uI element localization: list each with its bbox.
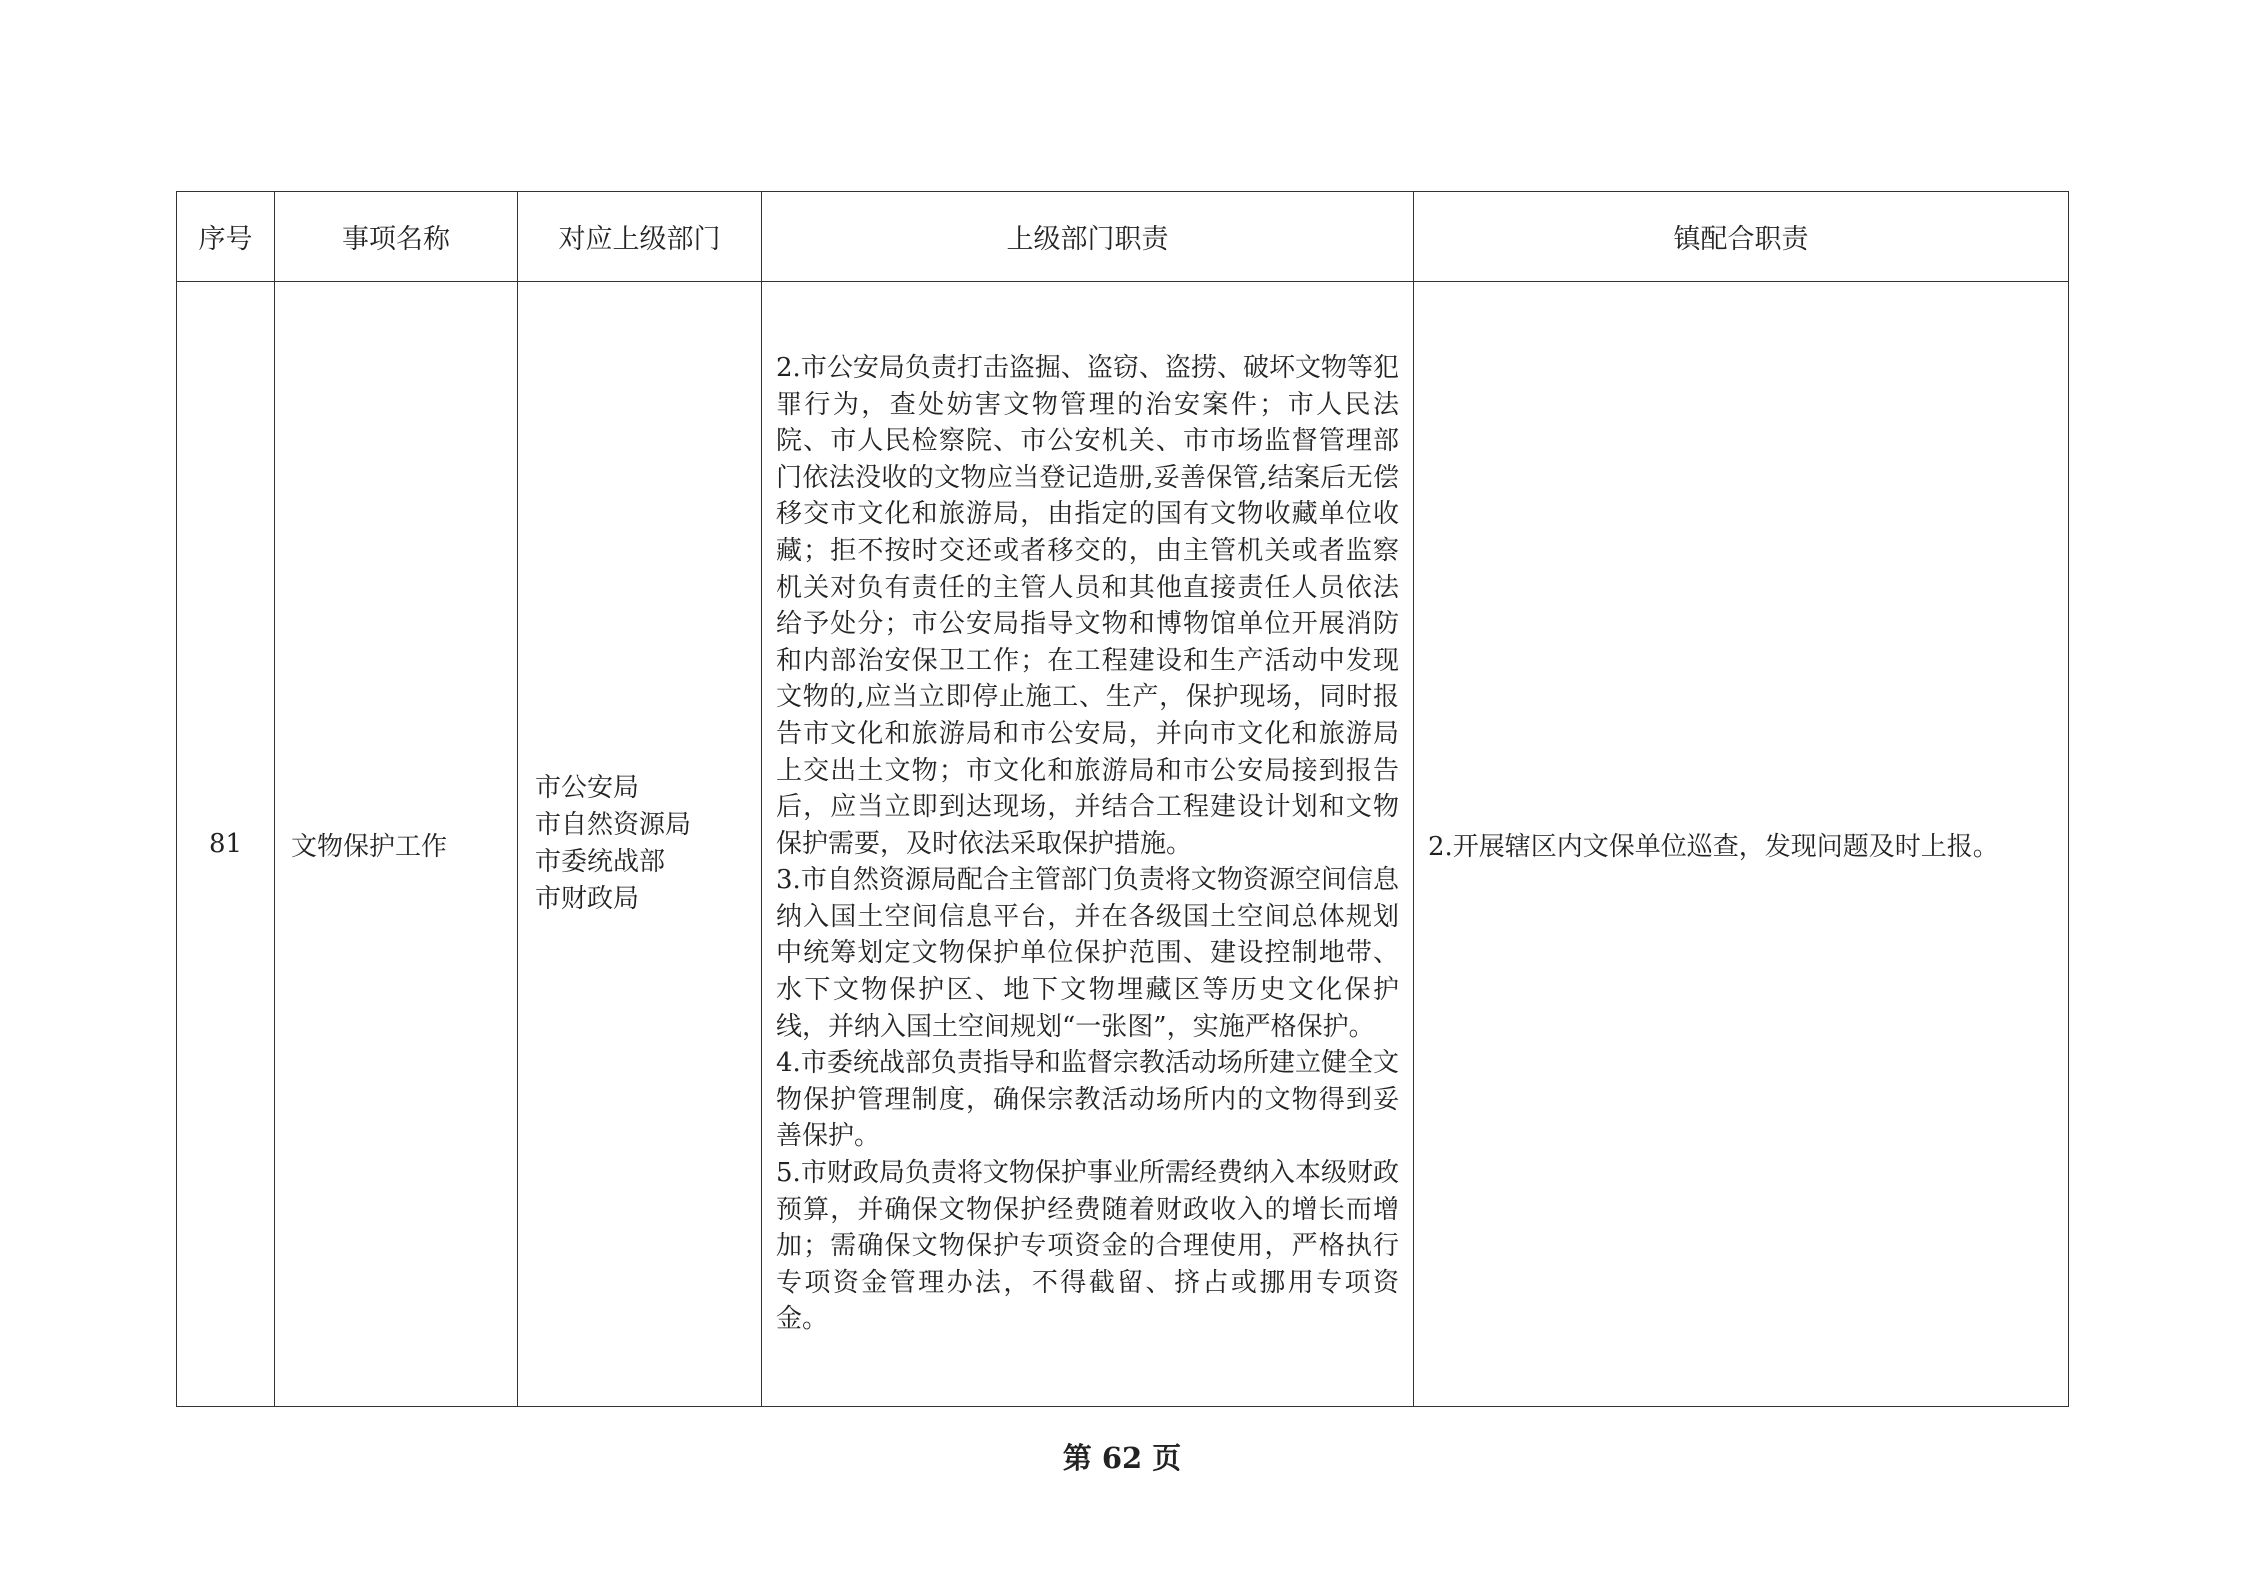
page-number: 第 62 页 xyxy=(1062,1441,1182,1475)
row-item-name: 文物保护工作 xyxy=(275,282,518,1407)
dept-item: 市自然资源局 xyxy=(535,810,692,840)
duty-paragraph: 2.市公安局负责打击盗掘、盗窃、盗捞、破坏文物等犯罪行为，查处妨害文物管理的治安案件；市人民法院、市人民检察院、市公安机关、市市场监督管理部门依法没收的文物应当登记造册,妥善保管,结案后无偿移交市文化和旅游局，由指定的国有文物收藏单位收藏；拒不按时交还或者移交的，由主管机关或者监察机关对负有责任的主管人员和其他直接责任人员依法给予处分；市公安局指导文物和博物馆单位开展消防和内部治安保卫工作；在工程建设和生产活动中发现文物的,应当立即停止施工、生产，保护现场，同时报告市文化和旅游局和市公安局，并向市文化和旅游局上交出土文物；市文化和旅游局和市公安局接到报告后，应当立即到达现场，并结合工程建设计划和文物保护需要，及时依法采取保护措施。 xyxy=(776,352,1399,859)
row-upper-duty xyxy=(762,282,1414,1407)
dept-item: 市委统战部 xyxy=(535,847,666,877)
duty-paragraph: 3.市自然资源局配合主管部门负责将文物资源空间信息纳入国土空间信息平台，并在各级国土空间总体规划中统筹划定文物保护单位保护范围、建设控制地带、水下文物保护区、地下文物埋藏区等历史文化保护线，并纳入国土空间规划“一张图”，实施严格保护。 xyxy=(776,865,1399,1042)
dept-item: 市财政局 xyxy=(535,884,640,914)
duty-paragraph: 5.市财政局负责将文物保护事业所需经费纳入本级财政预算，并确保文物保护经费随着财政收入的增长而增加；需确保文物保护专项资金的合理使用，严格执行专项资金管理办法，不得截留、挤占或挪用专项资金。 xyxy=(776,1158,1399,1335)
row-town-duty: 2.开展辖区内文保单位巡查，发现问题及时上报。 xyxy=(1414,282,2069,1407)
row-seq: 81 xyxy=(177,282,275,1407)
header-upper-dept: 对应上级部门 xyxy=(518,192,762,282)
duty-table xyxy=(176,191,2069,1407)
row-depts xyxy=(518,282,762,1407)
duty-paragraph: 4.市委统战部负责指导和监督宗教活动场所建立健全文物保护管理制度，确保宗教活动场所内的文物得到妥善保护。 xyxy=(776,1048,1399,1152)
dept-item: 市公安局 xyxy=(535,773,640,803)
header-town-duty: 镇配合职责 xyxy=(1414,192,2069,282)
header-item-name: 事项名称 xyxy=(275,192,518,282)
header-seq: 序号 xyxy=(177,192,275,282)
header-row xyxy=(177,192,2069,282)
header-upper-duty: 上级部门职责 xyxy=(762,192,1414,282)
table-row xyxy=(177,282,2069,1407)
